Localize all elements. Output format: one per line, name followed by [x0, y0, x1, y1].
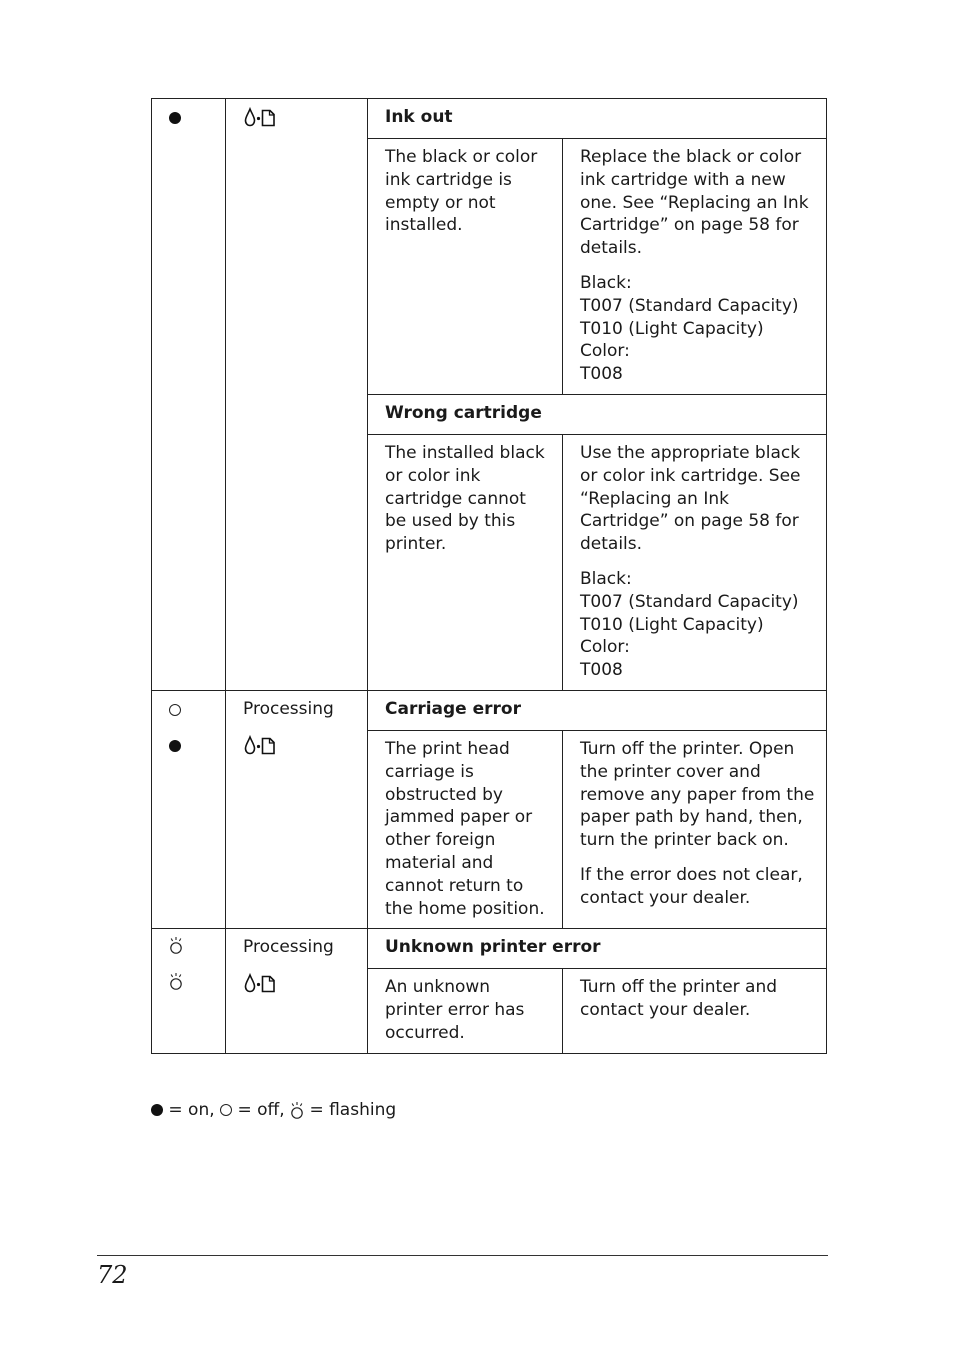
light-indicator-cell [152, 929, 226, 1053]
light-flashing-icon [290, 1101, 304, 1119]
solution-paragraph: Use the appropriate black or color ink cartridge. See “Replacing an Ink Cartridge” on page 58 for details. [580, 442, 801, 555]
table-row [152, 690, 827, 730]
light-indicator-cell [152, 690, 226, 928]
table-row [152, 99, 827, 139]
solution-paragraph: Turn off the printer and contact your dealer. [580, 977, 778, 1021]
error-title: Unknown printer error [368, 929, 827, 969]
light-flashing-icon [169, 972, 183, 990]
error-cause: The black or color ink cartridge is empty or not installed. [368, 139, 563, 395]
error-table [151, 98, 827, 1054]
legend-off-label: = off, [237, 1100, 285, 1120]
cartridge-list: Black: T007 (Standard Capacity) T010 (Light Capacity) Color: T008 [580, 272, 799, 385]
error-solution [563, 969, 827, 1053]
processing-label: Processing [243, 698, 334, 719]
error-solution [563, 730, 827, 928]
error-cause: An unknown printer error has occurred. [368, 969, 563, 1053]
ink-paper-icon [243, 734, 277, 756]
footer-divider [97, 1255, 828, 1256]
light-off-icon [169, 704, 181, 716]
error-cause: The installed black or color ink cartridge cannot be used by this printer. [368, 434, 563, 690]
processing-label: Processing [243, 937, 334, 958]
error-solution [563, 434, 827, 690]
light-on-icon [169, 112, 181, 124]
light-off-icon [220, 1104, 232, 1116]
cartridge-list: Black: T007 (Standard Capacity) T010 (Light Capacity) Color: T008 [580, 568, 799, 681]
error-title: Ink out [368, 99, 827, 139]
status-indicator-cell [226, 690, 368, 928]
error-title: Carriage error [368, 690, 827, 730]
light-on-icon [169, 740, 181, 752]
light-flashing-icon [169, 936, 183, 954]
legend-flashing-label: = flashing [309, 1100, 397, 1120]
status-indicator-cell [226, 99, 368, 691]
solution-paragraph: Turn off the printer. Open the printer cover and remove any paper from the paper path by hand, then, turn the printer back on. [580, 738, 815, 851]
ink-paper-icon [243, 106, 277, 128]
error-solution [563, 139, 827, 395]
error-title: Wrong cartridge [368, 394, 827, 434]
light-on-icon [151, 1104, 163, 1116]
table-row [152, 929, 827, 969]
light-indicator-cell [152, 99, 226, 691]
solution-paragraph: Replace the black or color ink cartridge with a new one. See “Replacing an Ink Cartridge” on page 58 for details. [580, 147, 809, 259]
page-number: 72 [97, 1261, 128, 1289]
status-indicator-cell [226, 929, 368, 1053]
solution-paragraph: If the error does not clear, contact your dealer. [580, 864, 803, 908]
error-cause: The print head carriage is obstructed by jammed paper or other foreign material and cannot return to the home position. [368, 730, 563, 928]
legend-on-label: = on, [168, 1100, 215, 1120]
light-legend [151, 1099, 396, 1121]
ink-paper-icon [243, 972, 277, 994]
